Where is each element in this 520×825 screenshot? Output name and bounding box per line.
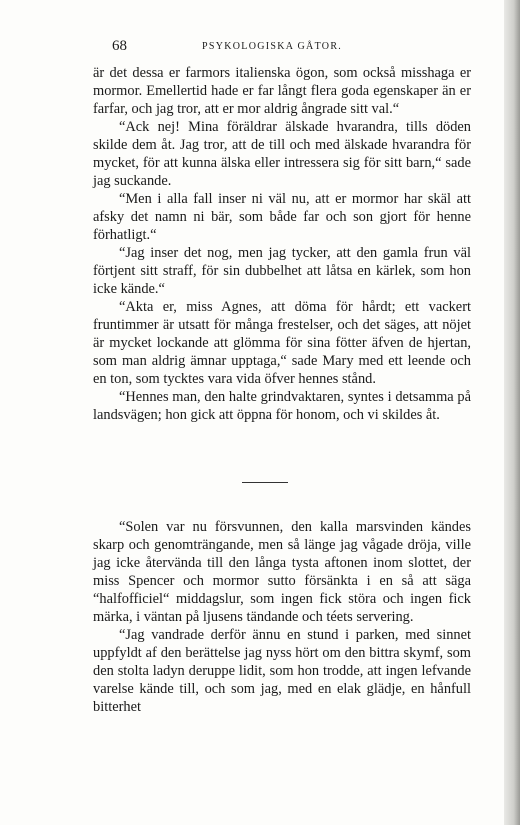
running-title: PSYKOLOGISKA GÅTOR.: [202, 41, 343, 52]
section-divider: [242, 482, 288, 483]
paragraph: är det dessa er farmors italienska ögon, som också misshaga er mormor. Emellertid hade er far långt flera goda egenskaper än er farfar, och jag tror, att er mor aldrig ångrade sitt val.“: [93, 65, 471, 117]
page-edge-shadow: [504, 0, 520, 825]
paragraph: “Ack nej! Mina föräldrar älskade hvarandra, tills döden skilde dem åt. Jag tror, att de till och med älskade hvarandra för mycket, för att kunna älska eller intressera sig för sitt barn,“ sade jag suckande.: [93, 119, 471, 189]
paragraph: “Jag vandrade derför ännu en stund i parken, med sinnet uppfyldt af den berättelse jag nyss hört om den bittra skymf, som den stolta ladyn deruppe lidit, som hon trodde, att ingen lefvande varelse kände till, och som jag, med en elak glädje, en hånfull bitterhet: [93, 627, 471, 715]
text-block-upper: [93, 64, 471, 424]
paragraph: “Hennes man, den halte grindvaktaren, syntes i detsamma på landsvägen; hon gick att öppna för honom, och vi skildes åt.: [93, 389, 471, 423]
paragraph: “Solen var nu försvunnen, den kalla marsvinden kändes skarp och genomträngande, men så länge jag vågade dröja, ville jag icke återvända till den långa tysta aftonen inom slottet, der miss Spencer och mormor sutto försänkta i en så att säga “halfofficiel“ middagslur, som ingen fick störa och ingen fick märka, i väntan på ljusens tändande och téets servering.: [93, 519, 471, 625]
page-header: [92, 38, 472, 58]
paragraph: “Men i alla fall inser ni väl nu, att er mormor har skäl att afsky det namn ni bär, som både far och son gjort för henne förhatligt.“: [93, 191, 471, 243]
text-block-lower: [93, 518, 471, 716]
paragraph: “Jag inser det nog, men jag tycker, att den gamla frun väl förtjent sitt straff, för sin dubbelhet att låtsa en kärlek, som hon icke kände.“: [93, 245, 471, 297]
paragraph: “Akta er, miss Agnes, att döma för hårdt; ett vackert fruntimmer är utsatt för många frestelser, och det säges, att nöjet är mycket lockande att glömma för sina fötter äfven de hjertan, som man aldrig ämnar upptaga,“ sade Mary med ett leende och en ton, som tycktes vara vida öfver hennes stånd.: [93, 299, 471, 387]
page-number: 68: [112, 38, 127, 54]
